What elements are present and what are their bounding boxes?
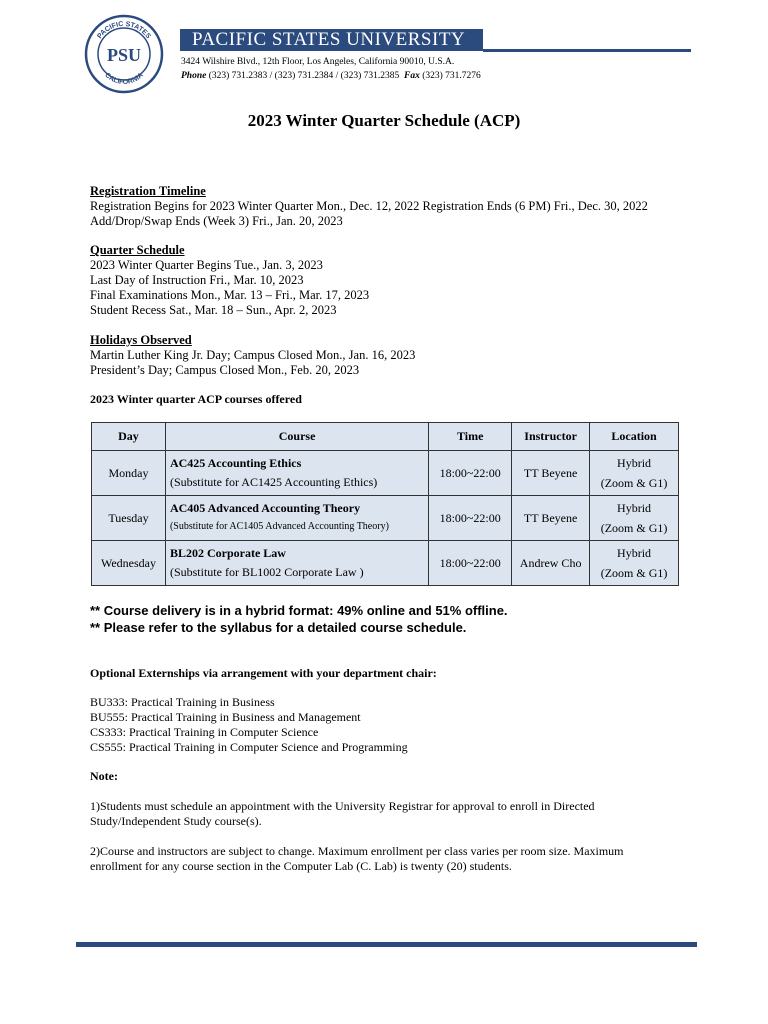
course-substitute: (Substitute for AC1405 Advanced Accounting Theory) [169, 520, 389, 532]
holiday-line: President’s Day; Campus Closed Mon., Feb. 20, 2023 [90, 363, 360, 377]
note-paragraph-2: 2)Course and instructors are subject to change. Maximum enrollment per class varies per room size. Maximum enrollment for any course section in the Computer Lab (C. Lab) is twenty (20) students. [90, 844, 624, 873]
page-title: 2023 Winter Quarter Schedule (ACP) [247, 111, 521, 130]
table-row [92, 496, 679, 541]
column-header-time: Time [429, 423, 512, 451]
cell-course [165, 541, 428, 586]
table-row [92, 451, 679, 496]
list-item: BU555: Practical Training in Business and Management [90, 710, 361, 724]
column-header-day: Day [92, 423, 166, 451]
phone-label: Phone [181, 71, 207, 81]
fax-label: Fax [403, 71, 420, 81]
location-detail: (Zoom & G1) [600, 566, 668, 580]
header-rule [483, 49, 691, 52]
quarter-section [90, 243, 369, 318]
university-address: 3424 Wilshire Blvd., 12th Floor, Los Angeles, California 90010, U.S.A. [181, 57, 455, 67]
location-detail: (Zoom & G1) [600, 476, 668, 490]
location-mode: Hybrid [617, 546, 652, 560]
list-item: BU333: Practical Training in Business [90, 695, 275, 709]
registration-line: Add/Drop/Swap Ends (Week 3) Fri., Jan. 20, 2023 [90, 214, 343, 228]
seal-text-top: PACIFIC STATES [96, 20, 152, 41]
cell-time: 18:00~22:00 [429, 451, 512, 496]
location-mode: Hybrid [617, 456, 652, 470]
table-row [92, 541, 679, 586]
cell-location [590, 541, 679, 586]
location-mode: Hybrid [617, 501, 652, 515]
holiday-line: Martin Luther King Jr. Day; Campus Closed Mon., Jan. 16, 2023 [90, 348, 416, 362]
column-header-instructor: Instructor [512, 423, 590, 451]
externships-heading: Optional Externships via arrangement with your department chair: [90, 666, 437, 680]
course-name: AC425 Accounting Ethics [169, 455, 302, 470]
cell-location [590, 451, 679, 496]
course-name: BL202 Corporate Law [169, 545, 286, 560]
footer-rule [76, 942, 697, 947]
phone-values: (323) 731.2383 / (323) 731.2384 / (323) 731.2385 [208, 71, 400, 81]
cell-location [590, 496, 679, 541]
cell-instructor: TT Beyene [512, 451, 590, 496]
cell-day: Wednesday [92, 541, 166, 586]
note-heading: Note: [90, 769, 118, 783]
registration-heading: Registration Timeline [90, 184, 206, 198]
list-item: CS555: Practical Training in Computer Science and Programming [90, 740, 408, 754]
university-name-banner: PACIFIC STATES UNIVERSITY [180, 29, 483, 51]
quarter-line: Final Examinations Mon., Mar. 13 – Fri., Mar. 17, 2023 [90, 288, 370, 302]
list-item: CS333: Practical Training in Computer Science [90, 725, 319, 739]
syllabus-note: ** Please refer to the syllabus for a detailed course schedule. [90, 620, 467, 635]
quarter-line: Last Day of Instruction Fri., Mar. 10, 2023 [90, 273, 304, 287]
fax-value: (323) 731.7276 [422, 71, 481, 81]
quarter-line: Student Recess Sat., Mar. 18 – Sun., Apr. 2, 2023 [90, 303, 337, 317]
location-detail: (Zoom & G1) [600, 521, 668, 535]
seal-monogram: PSU [106, 45, 142, 65]
quarter-line: 2023 Winter Quarter Begins Tue., Jan. 3, 2023 [90, 258, 323, 272]
university-seal [84, 14, 164, 94]
holidays-section [90, 333, 415, 378]
registration-section [90, 184, 648, 229]
cell-day: Tuesday [92, 496, 166, 541]
course-substitute: (Substitute for AC1425 Accounting Ethics) [169, 474, 378, 489]
delivery-note: ** Course delivery is in a hybrid format: 49% online and 51% offline. [90, 603, 508, 618]
courses-heading: 2023 Winter quarter ACP courses offered [90, 392, 302, 406]
holidays-heading: Holidays Observed [90, 333, 192, 347]
cell-course [165, 496, 428, 541]
cell-course [165, 451, 428, 496]
note-paragraph-1: 1)Students must schedule an appointment with the University Registrar for approval to enroll in Directed Study/Independent Study course(s). [90, 799, 595, 828]
registration-line: Registration Begins for 2023 Winter Quarter Mon., Dec. 12, 2022 Registration Ends (6 PM) Fri., Dec. 30, 2022 [90, 199, 648, 213]
column-header-course: Course [165, 423, 428, 451]
cell-instructor: TT Beyene [512, 496, 590, 541]
cell-time: 18:00~22:00 [429, 541, 512, 586]
cell-instructor: Andrew Cho [512, 541, 590, 586]
course-name: AC405 Advanced Accounting Theory [169, 500, 361, 515]
quarter-heading: Quarter Schedule [90, 243, 185, 257]
cell-day: Monday [92, 451, 166, 496]
contact-phones [181, 71, 481, 81]
column-header-location: Location [590, 423, 679, 451]
cell-time: 18:00~22:00 [429, 496, 512, 541]
externship-list [90, 695, 408, 755]
seal-text-bottom: CALIFORNIA [103, 71, 145, 87]
course-table [91, 422, 679, 586]
course-substitute: (Substitute for BL1002 Corporate Law ) [169, 564, 364, 579]
table-header-row [92, 423, 679, 451]
